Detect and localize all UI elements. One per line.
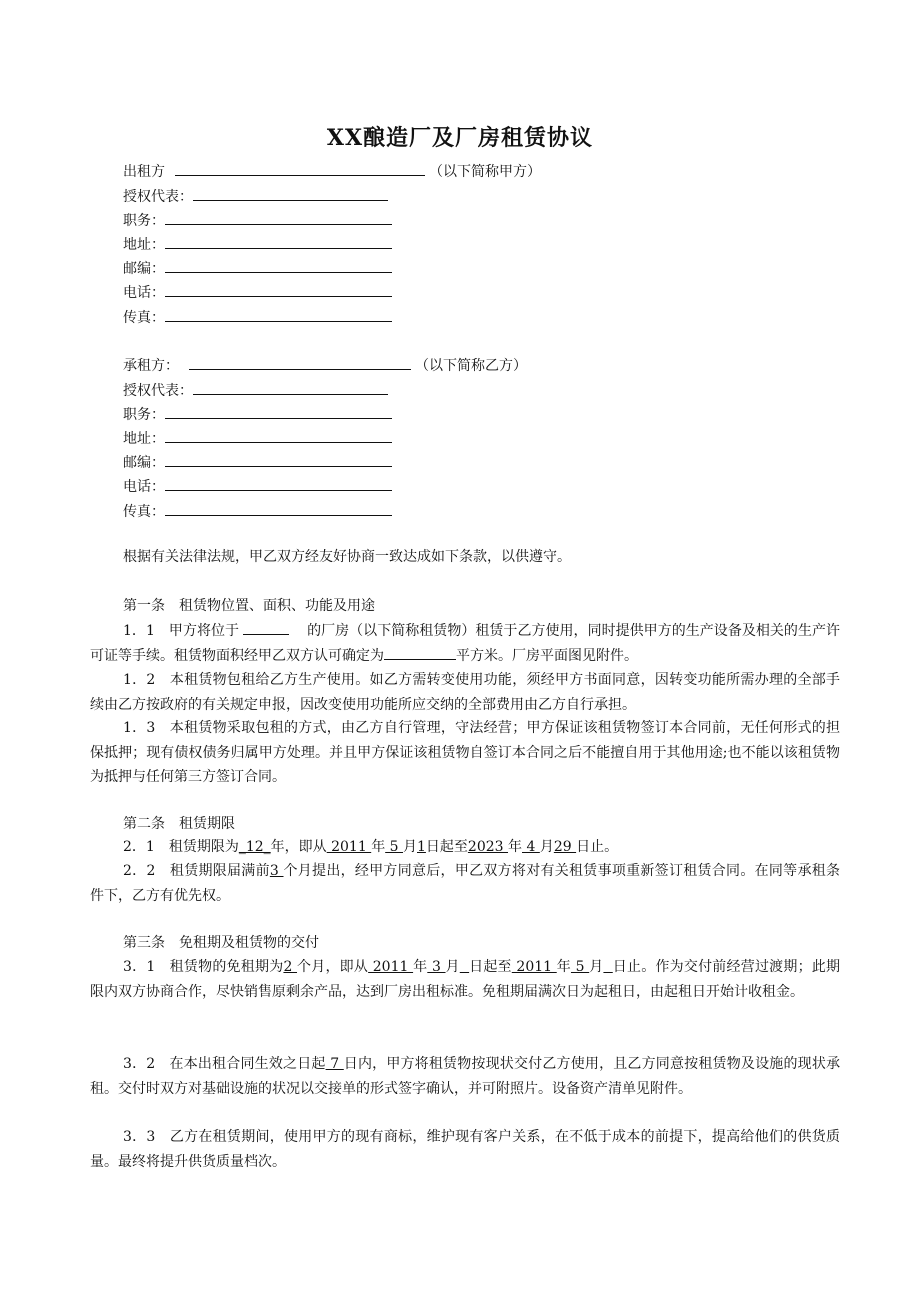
start-month: 5: [385, 839, 403, 855]
lessee-name-blank: [189, 354, 411, 370]
lessor-phone-field: [123, 281, 392, 301]
blank-line: [165, 403, 392, 419]
lessee-fax-field: [123, 500, 392, 520]
lessor-name-field: [123, 160, 541, 180]
clause-text: 年: [413, 959, 428, 975]
clause-text: 2．1 租赁期限为: [123, 839, 239, 855]
preamble: 根据有关法律法规，甲乙双方经友好协商一致达成如下条款，以供遵守。: [123, 549, 571, 565]
clause-text: 年，即从: [270, 839, 327, 855]
clause-2-2: [90, 859, 840, 908]
blank-line: [165, 209, 392, 225]
field-label: 邮编：: [123, 261, 165, 277]
clause-text: 月: [539, 839, 554, 855]
field-label: 传真：: [123, 310, 165, 326]
article-3-heading: 第三条 免租期及租赁物的交付: [123, 935, 319, 951]
field-label: 地址：: [123, 237, 165, 253]
document-title: XX酿造厂及厂房租赁协议: [326, 125, 594, 151]
location-blank: [243, 619, 289, 635]
clause-text: 3．1 租赁物的免租期为: [123, 959, 284, 975]
field-label: 电话：: [123, 479, 165, 495]
blank-line: [165, 427, 392, 443]
clause-text: 个月提出，经甲方同意后，甲乙双方将对有关租赁事项重新签订租赁合同。在同等承租条件下，乙方有优先权。: [90, 863, 840, 904]
field-label: 职务：: [123, 407, 165, 423]
article-2-heading: 第二条 租赁期限: [123, 816, 235, 832]
start-year: 2011: [326, 839, 372, 855]
clause-text: 日止。作为交付前经营过渡期；此期限内双方协商合作，尽快销售原剩余产品，达到厂房出租标准。免租期届满次日为起租日，由起租日开始计收租金。: [90, 959, 841, 1000]
field-label: 授权代表：: [123, 383, 193, 399]
lessee-title-field: [123, 403, 392, 423]
blank-line: [193, 379, 388, 395]
lessor-suffix: （以下简称甲方）: [429, 164, 541, 180]
clause-text: 日起至: [469, 959, 512, 975]
field-label: 邮编：: [123, 455, 165, 471]
clause-3-3: 3．3 乙方在租赁期间，使用甲方的现有商标，维护现有客户关系，在不低于成本的前提下，提高给他们的供货质量。最终将提升供货质量档次。: [90, 1129, 840, 1170]
blank-line: [165, 281, 392, 297]
clause-text: 1．1 甲方将位于: [123, 623, 240, 639]
clause-3-2: [90, 1052, 840, 1101]
free-start-month: 3: [427, 959, 446, 975]
lessor-label: 出租方: [123, 164, 165, 180]
blank-line: [165, 257, 392, 273]
lessor-address-field: [123, 233, 392, 253]
free-end-month: 5: [570, 959, 590, 975]
clause-3-1: [90, 955, 840, 1004]
free-end-year: 2011: [511, 959, 557, 975]
field-label: 职务：: [123, 213, 165, 229]
clause-text: 年: [556, 959, 571, 975]
clause-1-3: 1．3 本租赁物采取包租的方式，由乙方自行管理，守法经营；甲方保证该租赁物签订本合同前，无任何形式的担保抵押；现有债权债务归属甲方处理。并且甲方保证该租赁物自签订本合同之后不能擅自用于其他用途;也不能以该租赁物为抵押与任何第三方签订合同。: [90, 720, 840, 785]
clause-text: 年: [508, 839, 523, 855]
lessee-rep-field: [123, 379, 388, 399]
lessor-name-blank: [175, 160, 425, 176]
article-1-heading: 第一条 租赁物位置、面积、功能及用途: [123, 598, 375, 614]
end-year: 2023: [467, 839, 509, 855]
blank-line: [165, 451, 392, 467]
blank-line: [165, 475, 392, 491]
end-month: 4: [522, 839, 540, 855]
clause-text: 日止。: [576, 839, 619, 855]
lessee-name-field: [123, 354, 527, 374]
lessor-rep-field: [123, 185, 388, 205]
notice-months: 3: [269, 863, 284, 879]
clause-text: 月: [589, 959, 604, 975]
blank-line: [193, 185, 388, 201]
clause-text: 月: [445, 959, 460, 975]
clause-text: 日起至: [425, 839, 468, 855]
delivery-days: 7: [325, 1056, 344, 1072]
field-label: 地址：: [123, 431, 165, 447]
blank-line: [165, 233, 392, 249]
start-day: 1: [417, 839, 426, 855]
end-day: 29: [553, 839, 577, 855]
field-label: 电话：: [123, 285, 165, 301]
clause-text: 的厂房（以下简称租赁物）租赁于乙方使用，同时提供甲方的生产设备及相关的生产许可证等手续。租赁物面积经甲乙双方认可确定为: [90, 623, 840, 664]
lessee-postcode-field: [123, 451, 392, 471]
clause-text: 月: [403, 839, 417, 855]
clause-text: 2．2 租赁期限届满前: [123, 863, 270, 879]
clause-1-2: 1．2 本租赁物包租给乙方生产使用。如乙方需转变使用功能，须经甲方书面同意，因转变功能所需办理的全部手续由乙方按政府的有关规定申报，因改变使用功能所应交纳的全部费用由乙方自行承担。: [90, 672, 840, 713]
lessor-postcode-field: [123, 257, 392, 277]
clause-text: 日内，甲方将租赁物按现状交付乙方使用，且乙方同意按租赁物及设施的现状承租。交付时双方对基础设施的状况以交接单的形式签字确认，并可附照片。设备资产清单见附件。: [90, 1056, 841, 1097]
lessee-address-field: [123, 427, 392, 447]
lessor-title-field: [123, 209, 392, 229]
lessor-fax-field: [123, 306, 392, 326]
free-months: 2: [283, 959, 298, 975]
blank-line: [165, 500, 392, 516]
field-label: 授权代表：: [123, 189, 193, 205]
clause-text: 平方米。厂房平面图见附件。: [456, 647, 638, 664]
clause-text: 个月，即从: [297, 959, 369, 975]
area-blank: [384, 644, 456, 660]
free-start-year: 2011: [368, 959, 414, 975]
clause-2-1: [90, 835, 840, 860]
lessee-label: 承租方：: [123, 358, 179, 374]
free-start-day: [460, 959, 469, 975]
clause-text: 3．2 在本出租合同生效之日起: [123, 1056, 326, 1072]
clause-text: 年: [371, 839, 386, 855]
lessee-suffix: （以下简称乙方）: [415, 358, 527, 374]
field-label: 传真：: [123, 504, 165, 520]
term-years: _12_: [238, 839, 271, 855]
lessee-phone-field: [123, 475, 392, 495]
free-end-day: [603, 959, 612, 975]
blank-line: [165, 306, 392, 322]
clause-1-1: [90, 619, 840, 668]
